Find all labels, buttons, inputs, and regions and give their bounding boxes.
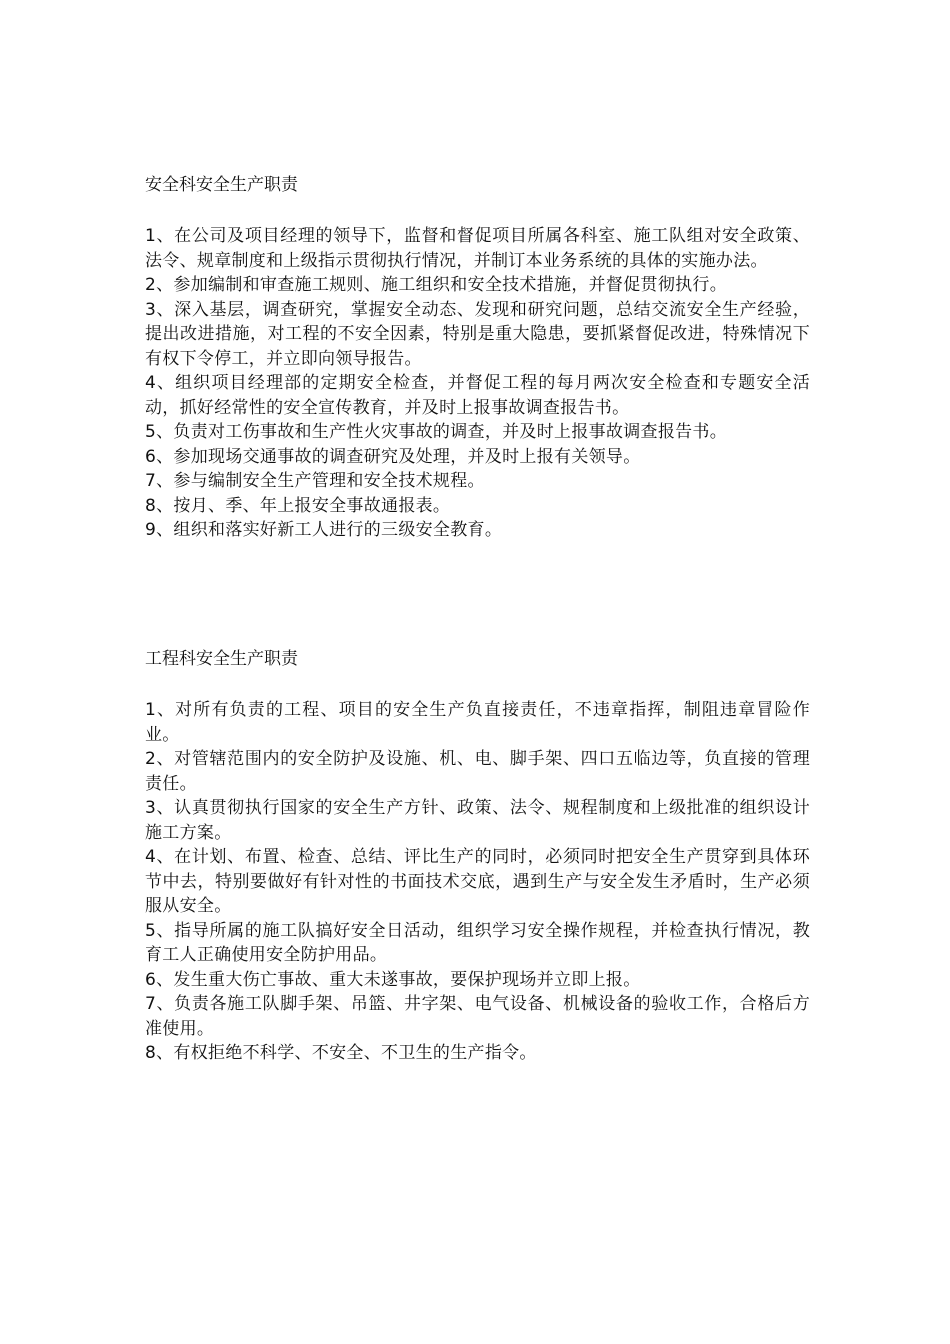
duty-item: 2、对管辖范围内的安全防护及设施、机、电、脚手架、四口五临边等，负直接的管理责任。 — [145, 749, 810, 794]
section-title: 工程科安全生产职责 — [145, 649, 298, 669]
section-engineering-department — [145, 646, 810, 1066]
duty-item: 5、指导所属的施工队搞好安全日活动，组织学习安全操作规程，并检查执行情况，教育工人正确使用安全防护用品。 — [145, 920, 810, 965]
duty-item: 9、组织和落实好新工人进行的三级安全教育。 — [145, 520, 503, 540]
duty-item: 7、负责各施工队脚手架、吊篮、井字架、电气设备、机械设备的验收工作，合格后方准使用。 — [145, 994, 810, 1039]
section-title: 安全科安全生产职责 — [145, 175, 298, 195]
duty-item: 6、发生重大伤亡事故、重大未遂事故，要保护现场并立即上报。 — [145, 969, 641, 990]
duty-item: 1、在公司及项目经理的领导下，监督和督促项目所属各科室、施工队组对安全政策、法令、规章制度和上级指示贯彻执行情况，并制订本业务系统的具体的实施办法。 — [145, 226, 810, 271]
duty-item: 7、参与编制安全生产管理和安全技术规程。 — [145, 471, 485, 491]
section-safety-department — [145, 172, 810, 543]
duty-item: 1、对所有负责的工程、项目的安全生产负直接责任，不违章指挥，制阻违章冒险作业。 — [145, 700, 810, 745]
duty-item: 4、在计划、布置、检查、总结、评比生产的同时，必须同时把安全生产贯穿到具体环节中去，特别要做好有针对性的书面技术交底，遇到生产与安全发生矛盾时，生产必须服从安全。 — [145, 847, 810, 916]
duty-item: 8、有权拒绝不科学、不安全、不卫生的生产指令。 — [145, 1043, 537, 1063]
duty-item: 2、参加编制和审查施工规则、施工组织和安全技术措施，并督促贯彻执行。 — [145, 275, 728, 295]
duty-item: 8、按月、季、年上报安全事故通报表。 — [145, 495, 451, 516]
duty-item: 3、认真贯彻执行国家的安全生产方针、政策、法令、规程制度和上级批准的组织设计施工方案。 — [145, 798, 810, 843]
duty-item: 3、深入基层，调查研究，掌握安全动态、发现和研究问题，总结交流安全生产经验，提出改进措施，对工程的不安全因素，特别是重大隐患，要抓紧督促改进，特殊情况下有权下令停工，并立即向领导报告。 — [145, 299, 810, 369]
duty-item: 4、组织项目经理部的定期安全检查，并督促工程的每月两次安全检查和专题安全活动，抓好经常性的安全宣传教育，并及时上报事故调查报告书。 — [145, 373, 810, 418]
duty-item: 6、参加现场交通事故的调查研究及处理，并及时上报有关领导。 — [145, 446, 641, 467]
duty-item: 5、负责对工伤事故和生产性火灾事故的调查，并及时上报事故调查报告书。 — [145, 422, 728, 442]
